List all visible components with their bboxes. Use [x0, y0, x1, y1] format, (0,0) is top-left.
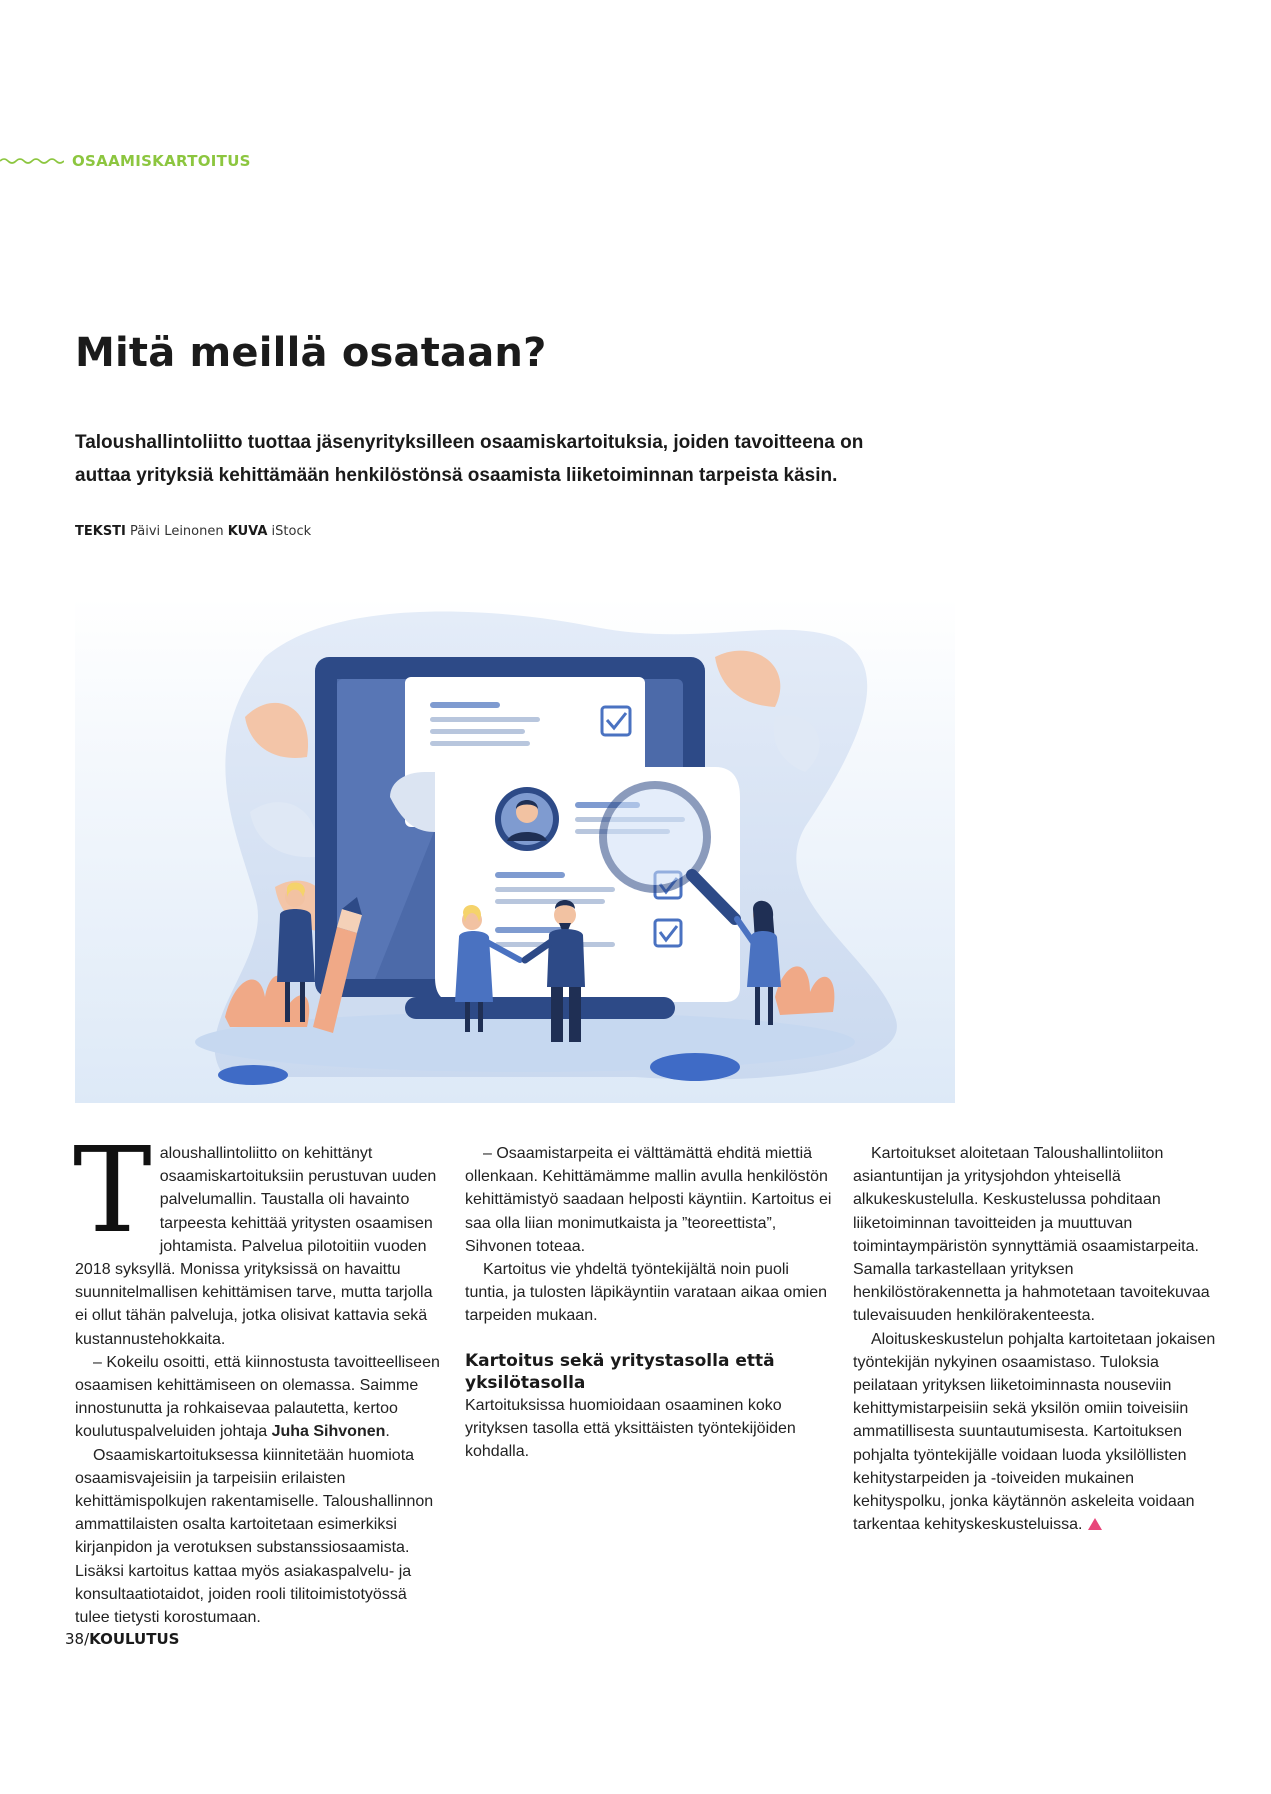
- drop-cap: T: [73, 1121, 152, 1259]
- credit-image-source: iStock: [271, 524, 312, 539]
- credit-author: Päivi Leinonen: [130, 524, 224, 539]
- article-title: Mitä meillä osataan?: [75, 330, 547, 376]
- paragraph-5: Kartoitus vie yhdeltä työntekijältä noin puoli tuntia, ja tulosten läpikäyntiin varataan aikaa omien tarpeiden mukaan.: [465, 1261, 827, 1325]
- section-label: OSAAMISKARTOITUS: [72, 152, 251, 170]
- paragraph-8: [853, 1328, 1223, 1537]
- credit-text-label: TEKSTI: [75, 524, 126, 539]
- article-column-3: [853, 1142, 1223, 1536]
- paragraph-4: – Osaamistarpeita ei välttämättä ehditä miettiä ollenkaan. Kehittämämme mallin avulla henkilöstön kehittämistyö saadaan helposti käyntiin. Kartoitus ei saa olla liian monimutkaista ja ”teoreettista”, Sihvonen toteaa.: [465, 1145, 832, 1255]
- subheading: Kartoitus sekä yritystasolla että yksilötasolla: [465, 1350, 775, 1393]
- lead-line-2: auttaa yrityksiä kehittämään henkilöstönsä osaamista liiketoiminnan tarpeista käsin.: [75, 465, 838, 486]
- end-mark-icon: [1088, 1518, 1102, 1530]
- paragraph-3: Osaamiskartoituksessa kiinnitetään huomiota osaamisvajeisiin ja tarpeisiin erilaisten kehittämispolkujen rakentamiselle. Taloushallinnon ammattilaisten osalta kartoitetaan esimerkiksi kirjanpidon ja verotuksen substanssiosaamista. Lisäksi kartoitus kattaa myös asiakaspalvelu- ja konsultaatiotaidot, joiden rooli tilitoimistotyössä tulee tietysti korostumaan.: [75, 1446, 434, 1627]
- lead-line-1: Taloushallintoliitto tuottaa jäsenyrityksilleen osaamiskartoituksia, joiden tavoitteena on: [75, 432, 864, 453]
- article-column-1: [73, 1121, 445, 1629]
- avatar-icon: [495, 787, 559, 851]
- paragraph-2-end: .: [385, 1423, 390, 1441]
- paragraph-2-text: – Kokeilu osoitti, että kiinnostusta tavoitteelliseen osaamisen kehittämiseen on olemassa. Saimme innostunutta ja rohkaisevaa palautetta, kertoo koulutuspalveluiden johtaja: [75, 1353, 440, 1441]
- section-tag: [0, 150, 251, 172]
- footer-section: KOULUTUS: [89, 1630, 180, 1648]
- tablet-base: [405, 997, 675, 1019]
- page-footer: [65, 1630, 179, 1648]
- paragraph-1: [73, 1121, 445, 1351]
- paragraph-2: [75, 1351, 445, 1444]
- rock-icon: [650, 1053, 740, 1081]
- article-column-2-content: [465, 1142, 835, 1463]
- paragraph-6: Kartoituksissa huomioidaan osaaminen koko yrityksen tasolla että yksittäisten työntekijöiden kohdalla.: [465, 1396, 796, 1461]
- page-number: 38/: [65, 1630, 90, 1648]
- paragraph-1-text: aloushallintoliitto on kehittänyt osaamiskartoituksiin perustuvan uuden palvelumallin. Taustalla oli havainto tarpeesta kehittää yritysten osaamisen johtamista. Palvelua pilotoitiin vuoden 2018 syksyllä. Monissa yrityksissä on havaittu suunnitelmallisen kehittämisen tarve, mutta tarjolla ei ollut tähän palveluja, jotka olisivat kattavia sekä kustannustehokkaita.: [75, 1145, 437, 1348]
- person-name: Juha Sihvonen: [271, 1423, 386, 1441]
- paragraph-7: Kartoitukset aloitetaan Taloushallintoliiton asiantuntijan ja yritysjohdon yhteisellä alkukeskustelulla. Keskustelussa pohditaan liiketoiminnan tavoitteiden ja muuttuvan toimintaympäristön synnyttämiä osaamistarpeita. Samalla tarkastellaan yrityksen henkilöstörakennetta ja hahmotetaan tavoitekuvaa tulevaisuuden henkilörakenteesta.: [853, 1145, 1210, 1325]
- wave-line-icon: [0, 154, 64, 168]
- paragraph-8-text: Aloituskeskustelun pohjalta kartoitetaan jokaisen työntekijän nykyinen osaamistaso. Tuloksia peilataan yrityksen liiketoiminnasta nouseviin kehittymistarpeisiin sekä yksilön omiin toiveisiin ammatillisesta suuntautumisesta. Kartoituksen pohjalta työntekijälle voidaan luoda yksilöllisten kehitystarpeiden ja -toiveiden mukainen kehityspolku, jonka käytännön askeleita voidaan tarkentaa kehityskeskusteluissa.: [853, 1330, 1216, 1534]
- skills-assessment-illustration: [75, 597, 955, 1103]
- article-credits: [75, 524, 311, 539]
- credit-image-label: KUVA: [227, 524, 268, 539]
- rock-icon: [218, 1065, 288, 1085]
- article-lead: [75, 426, 935, 492]
